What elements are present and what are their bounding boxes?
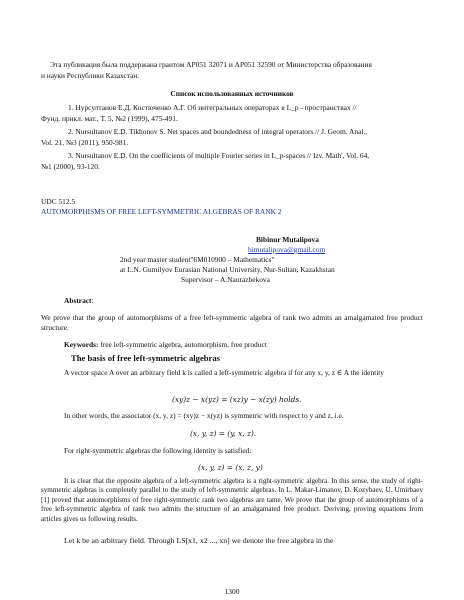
paragraph-5: Let k be an arbitrary field. Through LS[x1, x2 ..., xn] we denote the free algebra in the xyxy=(64,536,334,545)
reference-2-line-2: Vol. 21, №3 (2011), 950-981. xyxy=(41,138,129,147)
references-heading: Список использованных источников xyxy=(170,89,294,98)
author-affiliation: at L.N. Gumilyov Eurasian National University, Nur-Sultan, Kazakhstan xyxy=(120,265,335,274)
reference-1-line-1: 1. Нурсултанов Е.Д. Костюченко А.Г. Об интегральных операторах в L_p - пространствах // xyxy=(68,103,357,112)
page-number: 1300 xyxy=(224,587,240,596)
reference-1-line-2: Фунд. прикл. мат., Т. 5, №2 (1999), 475-491. xyxy=(41,114,178,123)
reference-3-line-1: 3. Nursultanov E.D. On the coefficients of multiple Fourier series in L_p-spaces // Izv. Math', Vol. 64, xyxy=(68,151,370,160)
author-supervisor: Supervisor – A.Naurazbekova xyxy=(181,275,270,284)
reference-3-line-2: №1 (2000), 93-120. xyxy=(41,162,100,171)
section-heading: The basis of free left-symmetric algebras xyxy=(71,353,220,363)
paragraph-3: For right-symmetric algebras the following identity is satisfied: xyxy=(64,446,252,455)
equation-2: (x, y, z) = (y, x, z). xyxy=(190,429,257,438)
equation-3: (x, y, z) = (x, z, y) xyxy=(198,463,263,472)
article-title: AUTOMORPHISMS OF FREE LEFT-SYMMETRIC ALGEBRAS OF RANK 2 xyxy=(41,207,282,216)
keywords-line: Keywords: free left-symmetric algebra, automorphism, free product xyxy=(64,340,267,349)
author-email-link[interactable]: bimutalipova@gmail.com xyxy=(248,245,326,254)
paragraph-1: A vector space A over an arbitrary field k is called a left-symmetric algebra if for any x, y, z ∈ A the identity xyxy=(64,368,385,377)
abstract-label: Abstract: xyxy=(64,296,94,305)
author-name: Bibinur Mutalipova xyxy=(256,235,319,244)
abstract-text: We prove that the group of automorphisms of a free left-symmetric algebra of rank two admits an amalgamated free product structure. xyxy=(41,313,423,332)
author-student-line: 2nd year master student"6M010900 – Mathematics" xyxy=(120,255,275,264)
paragraph-2: In other words, the associator (x, y, z) = (xy)z − x(yz) is symmetric with respect to y and z, i.e. xyxy=(64,411,344,420)
udc-code: UDC 512.5 xyxy=(41,197,76,206)
page-number-wrap xyxy=(0,587,464,597)
acknowledgment-line-1: Эта публикация была поддержана грантом AP051 32071 и AP051 32590 от Министерства образования xyxy=(50,60,372,69)
reference-2-line-1: 2. Nursultanov E.D. Tikhonov S. Net spaces and boundedness of integral operators // J. Geom. Anal., xyxy=(68,127,368,136)
paragraph-4: It is clear that the opposite algebra of a left-symmetric algebra is a right-symmetric algebra. In this sense, the study of right-symmetric algebras is completely parallel to the study of left-symmetric algebras. In L. Makar-Limanov, D. Kozybaev, U. Umirbaev [1] proved that automorphisms of free right-symmetric rank two algebras are tame. We prove that the group of automorphisms of a free left-symmetric algebra of rank two admits the structure of an amalgamated free product. Deriving, proving equations from articles gives us following results. xyxy=(41,477,423,523)
acknowledgment-line-2: и науки Республики Казахстан. xyxy=(41,71,140,80)
equation-1: (xy)z − x(yz) = (xz)y − x(zy) holds. xyxy=(172,395,302,404)
